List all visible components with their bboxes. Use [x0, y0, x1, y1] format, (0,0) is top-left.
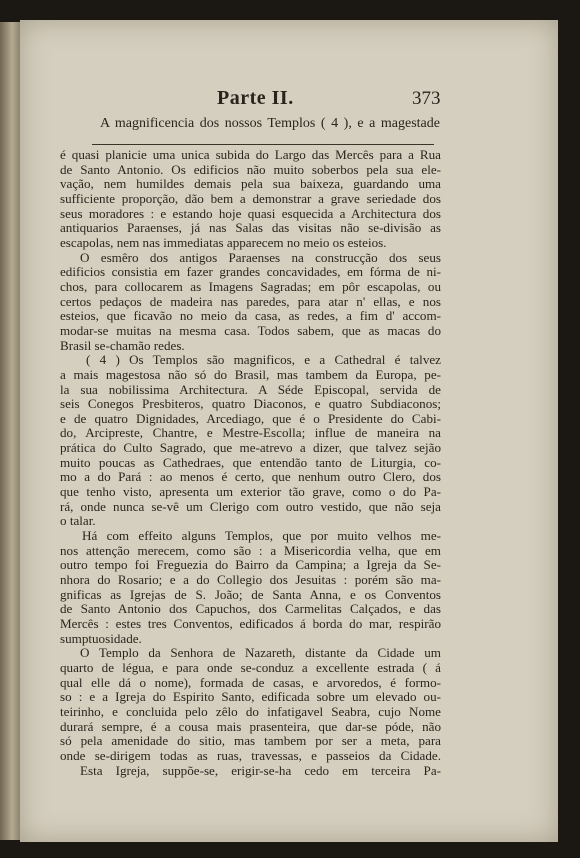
text-line: mo a do Pará : ao menos é certo, que nenhum outro Clero, dos — [60, 470, 441, 485]
text-line: so : e a Igreja do Espirito Santo, edificada sobre um elevado ou- — [60, 690, 441, 705]
text-line: teirinho, e concluida pelo zêlo do infatigavel Seabra, cujo Nome — [60, 704, 441, 719]
text-line: do, Arcipreste, Chantre, e Mestre-Escolla; influe de maneira na — [60, 426, 441, 441]
text-line: esteios, que ficavão no meio da casa, as redes, a fim d' accom- — [60, 309, 441, 324]
text-line: outro tempo foi Freguezia do Bairro da Campina; a Igreja da Se- — [60, 558, 441, 573]
text-line: Esta Igreja, suppõe-se, erigir-se-ha cedo em terceira Pa- — [80, 763, 441, 778]
text-line: O esmêro dos antigos Paraenses na construcção dos seus — [80, 250, 441, 265]
text-line: que tenho visto, apresenta um exterior tão grave, como o do Pa- — [60, 485, 441, 500]
text-line: antiquarios Paraenses, já nas Salas das visitas não se-divisão as — [60, 221, 441, 236]
text-line: nos attenção merecem, como são : a Misericordia velha, que em — [60, 543, 441, 558]
text-line: vação, nem humildes demais pela sua baixeza, guardando uma — [60, 177, 441, 192]
text-line: é quasi planicie uma unica subida do Largo das Mercês para a Rua — [60, 148, 441, 162]
text-line: seis Conegos Presbiteros, quatro Diaconos, e quatro Subdiaconos; — [60, 397, 441, 412]
text-line: onde se-dirigem todas as ruas, travessas, e passeios da Cidade. — [60, 748, 441, 763]
text-line: modar-se muitas na mesma casa. Todos sabem, que as macas do — [60, 323, 441, 338]
text-line: la sua nobilissima Architectura. A Séde Episcopal, servida de — [60, 382, 441, 397]
text-line: o talar. — [60, 514, 96, 529]
text-line: gnificas as Igrejas de S. João; de Santa Anna, e os Conventos — [60, 587, 441, 602]
text-line: durará sempre, é a cousa mais prasenteira, que dar-se póde, não — [60, 719, 441, 734]
text-line: certos pedaços de madeira nas paredes, para atar n' ellas, e nos — [60, 294, 441, 309]
text-line: nhora do Rosario; e a do Collegio dos Jesuitas : porém são ma- — [60, 573, 441, 588]
text-line: qual elle dá o nome), formada de casas, e arvoredos, é formo- — [60, 675, 441, 690]
part-title: Parte II. — [217, 87, 294, 109]
previous-page-edge — [0, 22, 20, 840]
text-line: escapolas, nem nas immediatas apparecem no meio os esteios. — [60, 235, 387, 250]
running-head: A magnificencia dos nossos Templos ( 4 ), e a magestade — [100, 116, 440, 131]
body-text — [60, 148, 441, 778]
header-rule — [92, 144, 434, 145]
text-line: de Santo Antonio dos Capuchos, dos Carmelitas Calçados, e das — [60, 602, 441, 617]
text-line: Mercês : estes tres Conventos, edificados á borda do mar, respirão — [60, 617, 441, 631]
text-line: seus moradores : e estando hoje quasi esquecida a Architectura dos — [60, 206, 441, 221]
page-header — [20, 20, 558, 160]
text-line: O Templo da Senhora de Nazareth, distante da Cidade um — [80, 646, 441, 661]
text-line: rá, onde nunca se-vê um Clerigo com outro vestido, que não seja — [60, 499, 441, 514]
text-line: sumptuosidade. — [60, 631, 142, 646]
text-line: quarto de légua, e para onde se-conduz a excellente estrada ( á — [60, 660, 441, 675]
page-number: 373 — [412, 88, 441, 109]
text-line: e de quatro Dignidades, Arcediago, que é o Presidente do Cabi- — [60, 411, 441, 426]
footnote-line: ( 4 ) Os Templos são magnificos, e a Cathedral é talvez — [86, 353, 441, 368]
book-page — [20, 20, 558, 842]
text-line: a mais magestosa não só do Brasil, mas tambem da Europa, pe- — [60, 367, 441, 382]
text-line: muito poucas as Cathedraes, que entendão tanto de Liturgia, co- — [60, 455, 441, 470]
text-line: Há com effeito alguns Templos, que por muito velhos me- — [82, 529, 441, 544]
text-line: prática do Culto Sagrado, que me-atrevo a dizer, que talvez sejão — [60, 441, 441, 456]
text-line: de Santo Antonio. Os edificios não muito soberbos pela sua ele- — [60, 162, 441, 177]
text-line: só pela amenidade do sitio, mas tambem por ser a meta, para — [60, 734, 441, 749]
text-line: Brasil se-chamão redes. — [60, 338, 185, 353]
text-line: edificios consistia em fazer grandes concavidades, em fórma de ni- — [60, 265, 441, 280]
text-line: chos, para collocarem as Imagens Sagradas; em pôr escapolas, ou — [60, 279, 441, 294]
text-line: sufficiente proporção, dão bem a demonstrar a grave seriedade dos — [60, 191, 441, 206]
